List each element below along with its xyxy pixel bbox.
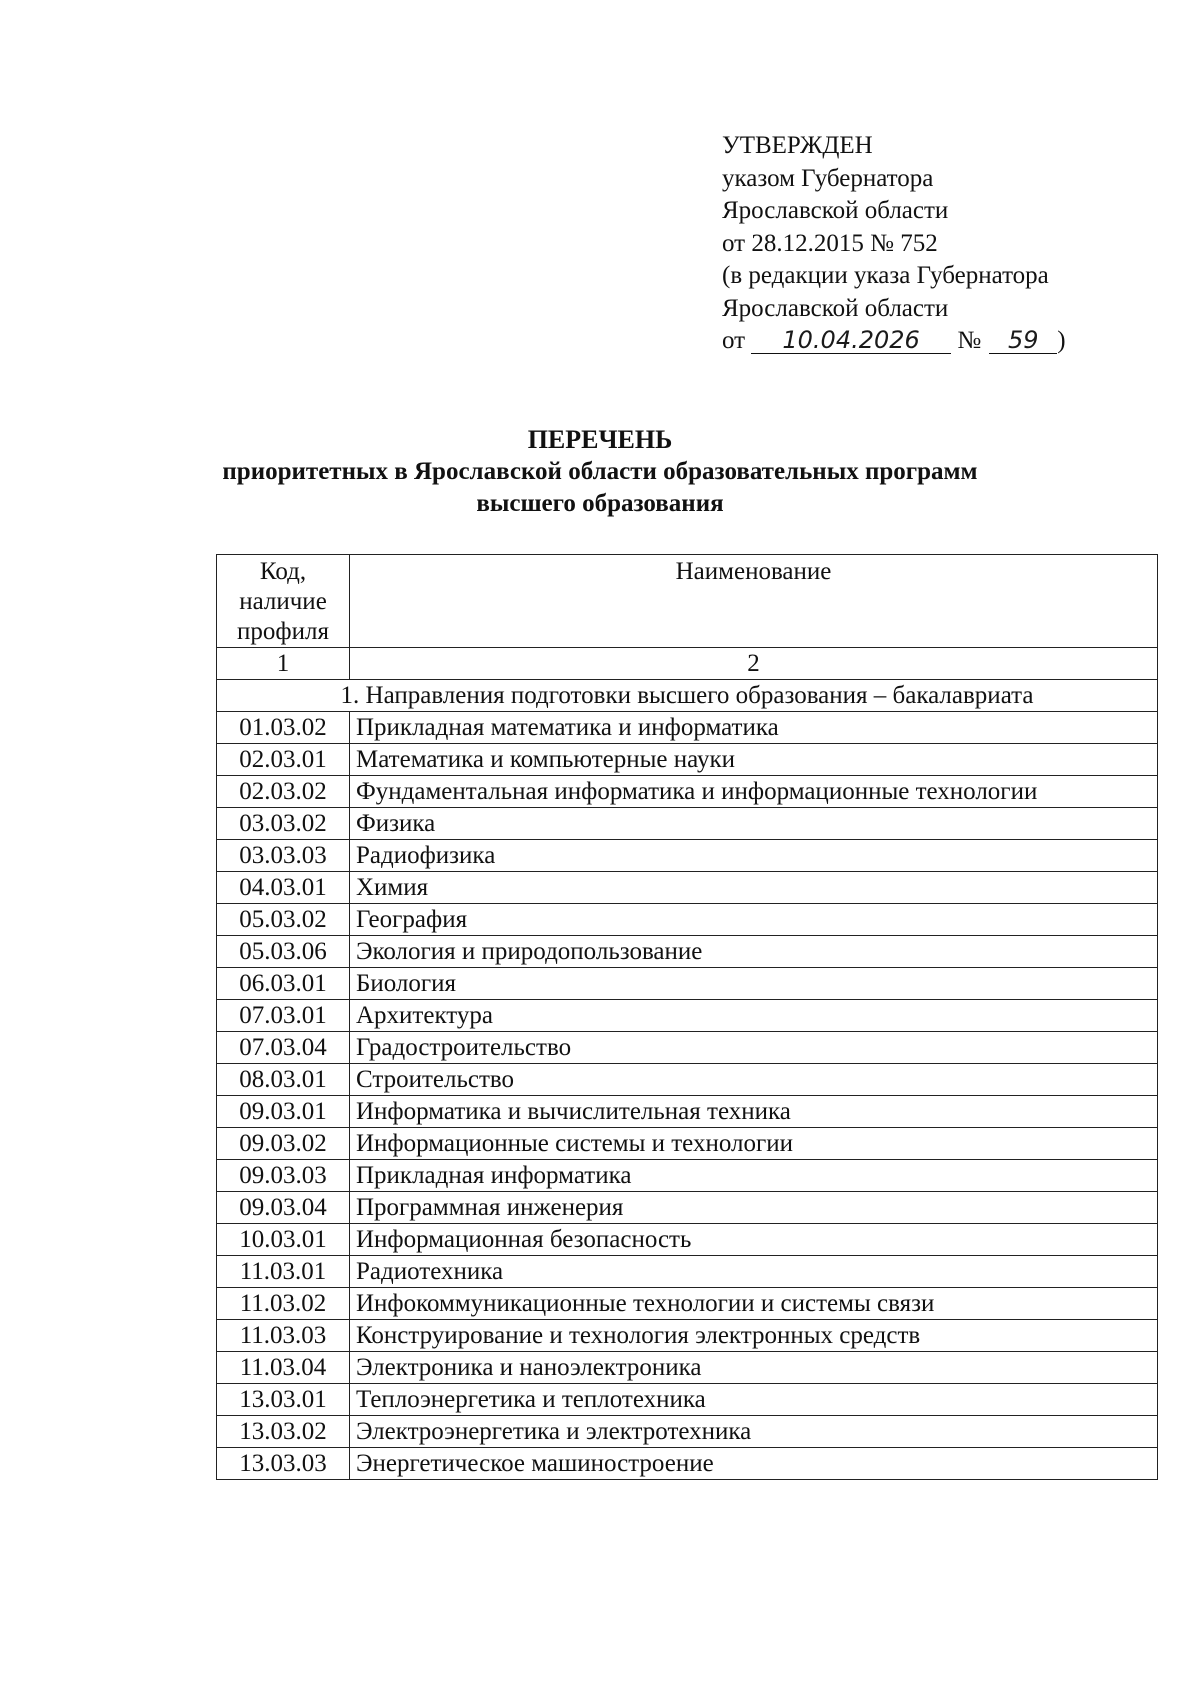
table-row [217,1384,1158,1416]
table-row [217,712,1158,744]
approval-from-label: от [722,327,746,354]
document-subtitle-line-1: приоритетных в Ярославской области образовательных программ [222,458,978,485]
table-row [217,840,1158,872]
table-header-row [217,555,1158,648]
row-name-cell: Электроэнергетика и электротехника [350,1416,1158,1448]
table-row [217,808,1158,840]
row-code-cell: 04.03.01 [217,872,350,904]
table-row [217,936,1158,968]
column-number-row [217,648,1158,680]
approval-line: (в редакции указа Губернатора [722,262,1049,289]
row-code-cell: 09.03.04 [217,1192,350,1224]
row-name-cell: Конструирование и технология электронных средств [350,1320,1158,1352]
row-name-cell: Инфокоммуникационные технологии и системы связи [350,1288,1158,1320]
row-name-cell: Радиофизика [350,840,1158,872]
table-row [217,1224,1158,1256]
row-name-cell: География [350,904,1158,936]
table-row [217,1064,1158,1096]
header-name-cell: Наименование [350,555,1158,648]
table-row [217,872,1158,904]
row-code-cell: 09.03.02 [217,1128,350,1160]
table-row [217,968,1158,1000]
row-code-cell: 06.03.01 [217,968,350,1000]
table-row [217,1000,1158,1032]
column-number-cell: 2 [350,648,1158,680]
table-row [217,1320,1158,1352]
approval-line: от 28.12.2015 № 752 [722,229,938,257]
row-name-cell: Экология и природопользование [350,936,1158,968]
approval-signature-line [722,325,1142,358]
row-name-cell: Прикладная математика и информатика [350,712,1158,744]
handwritten-number: 59 [989,327,1057,354]
table-row [217,1032,1158,1064]
row-code-cell: 11.03.03 [217,1320,350,1352]
row-name-cell: Прикладная информатика [350,1160,1158,1192]
row-code-cell: 13.03.03 [217,1448,350,1480]
row-name-cell: Информационная безопасность [350,1224,1158,1256]
row-name-cell: Радиотехника [350,1256,1158,1288]
column-number-cell: 1 [217,648,350,680]
number-sign: № [957,327,982,354]
row-name-cell: Градостроительство [350,1032,1158,1064]
row-code-cell: 11.03.01 [217,1256,350,1288]
row-code-cell: 05.03.06 [217,936,350,968]
table-row [217,776,1158,808]
table-row [217,904,1158,936]
row-name-cell: Биология [350,968,1158,1000]
header-code-line: наличие [239,588,327,615]
row-code-cell: 09.03.03 [217,1160,350,1192]
row-name-cell: Информационные системы и технологии [350,1128,1158,1160]
row-code-cell: 05.03.02 [217,904,350,936]
document-subtitle-line-2: высшего образования [476,490,724,517]
row-name-cell: Строительство [350,1064,1158,1096]
approval-block [722,130,1142,358]
section-row [217,680,1158,712]
programs-table [216,554,1158,1480]
table-row [217,1160,1158,1192]
row-code-cell: 10.03.01 [217,1224,350,1256]
row-code-cell: 03.03.02 [217,808,350,840]
header-code-line: профиля [237,618,329,645]
row-name-cell: Математика и компьютерные науки [350,744,1158,776]
row-name-cell: Электроника и наноэлектроника [350,1352,1158,1384]
row-code-cell: 02.03.02 [217,776,350,808]
table-row [217,1352,1158,1384]
row-name-cell: Химия [350,872,1158,904]
row-code-cell: 07.03.04 [217,1032,350,1064]
row-code-cell: 11.03.02 [217,1288,350,1320]
row-name-cell: Фундаментальная информатика и информационные технологии [350,776,1158,808]
row-name-cell: Программная инженерия [350,1192,1158,1224]
row-code-cell: 03.03.03 [217,840,350,872]
table-row [217,1288,1158,1320]
row-code-cell: 09.03.01 [217,1096,350,1128]
header-code-cell [217,555,350,648]
row-name-cell: Теплоэнергетика и теплотехника [350,1384,1158,1416]
row-name-cell: Архитектура [350,1000,1158,1032]
row-code-cell: 08.03.01 [217,1064,350,1096]
table-row [217,1256,1158,1288]
table-row [217,1128,1158,1160]
approval-line: Ярославской области [722,197,949,224]
table-row [217,1096,1158,1128]
table-body [217,648,1158,1480]
section-title: 1. Направления подготовки высшего образования – бакалавриата [217,680,1158,712]
row-code-cell: 01.03.02 [217,712,350,744]
header-code-line: Код, [259,558,307,585]
document-title-block [0,424,1200,520]
table-row [217,1448,1158,1480]
closing-paren: ) [1057,327,1066,354]
row-name-cell: Физика [350,808,1158,840]
table-row [217,744,1158,776]
document-title: ПЕРЕЧЕНЬ [527,425,673,454]
table-row [217,1192,1158,1224]
approval-line: указом Губернатора [722,164,934,192]
row-code-cell: 11.03.04 [217,1352,350,1384]
approval-line: УТВЕРЖДЕН [722,132,873,159]
row-code-cell: 02.03.01 [217,744,350,776]
approval-line: Ярославской области [722,294,949,322]
row-code-cell: 07.03.01 [217,1000,350,1032]
row-code-cell: 13.03.01 [217,1384,350,1416]
row-code-cell: 13.03.02 [217,1416,350,1448]
handwritten-date: 10.04.2026 [751,327,951,354]
row-name-cell: Энергетическое машиностроение [350,1448,1158,1480]
row-name-cell: Информатика и вычислительная техника [350,1096,1158,1128]
table-row [217,1416,1158,1448]
